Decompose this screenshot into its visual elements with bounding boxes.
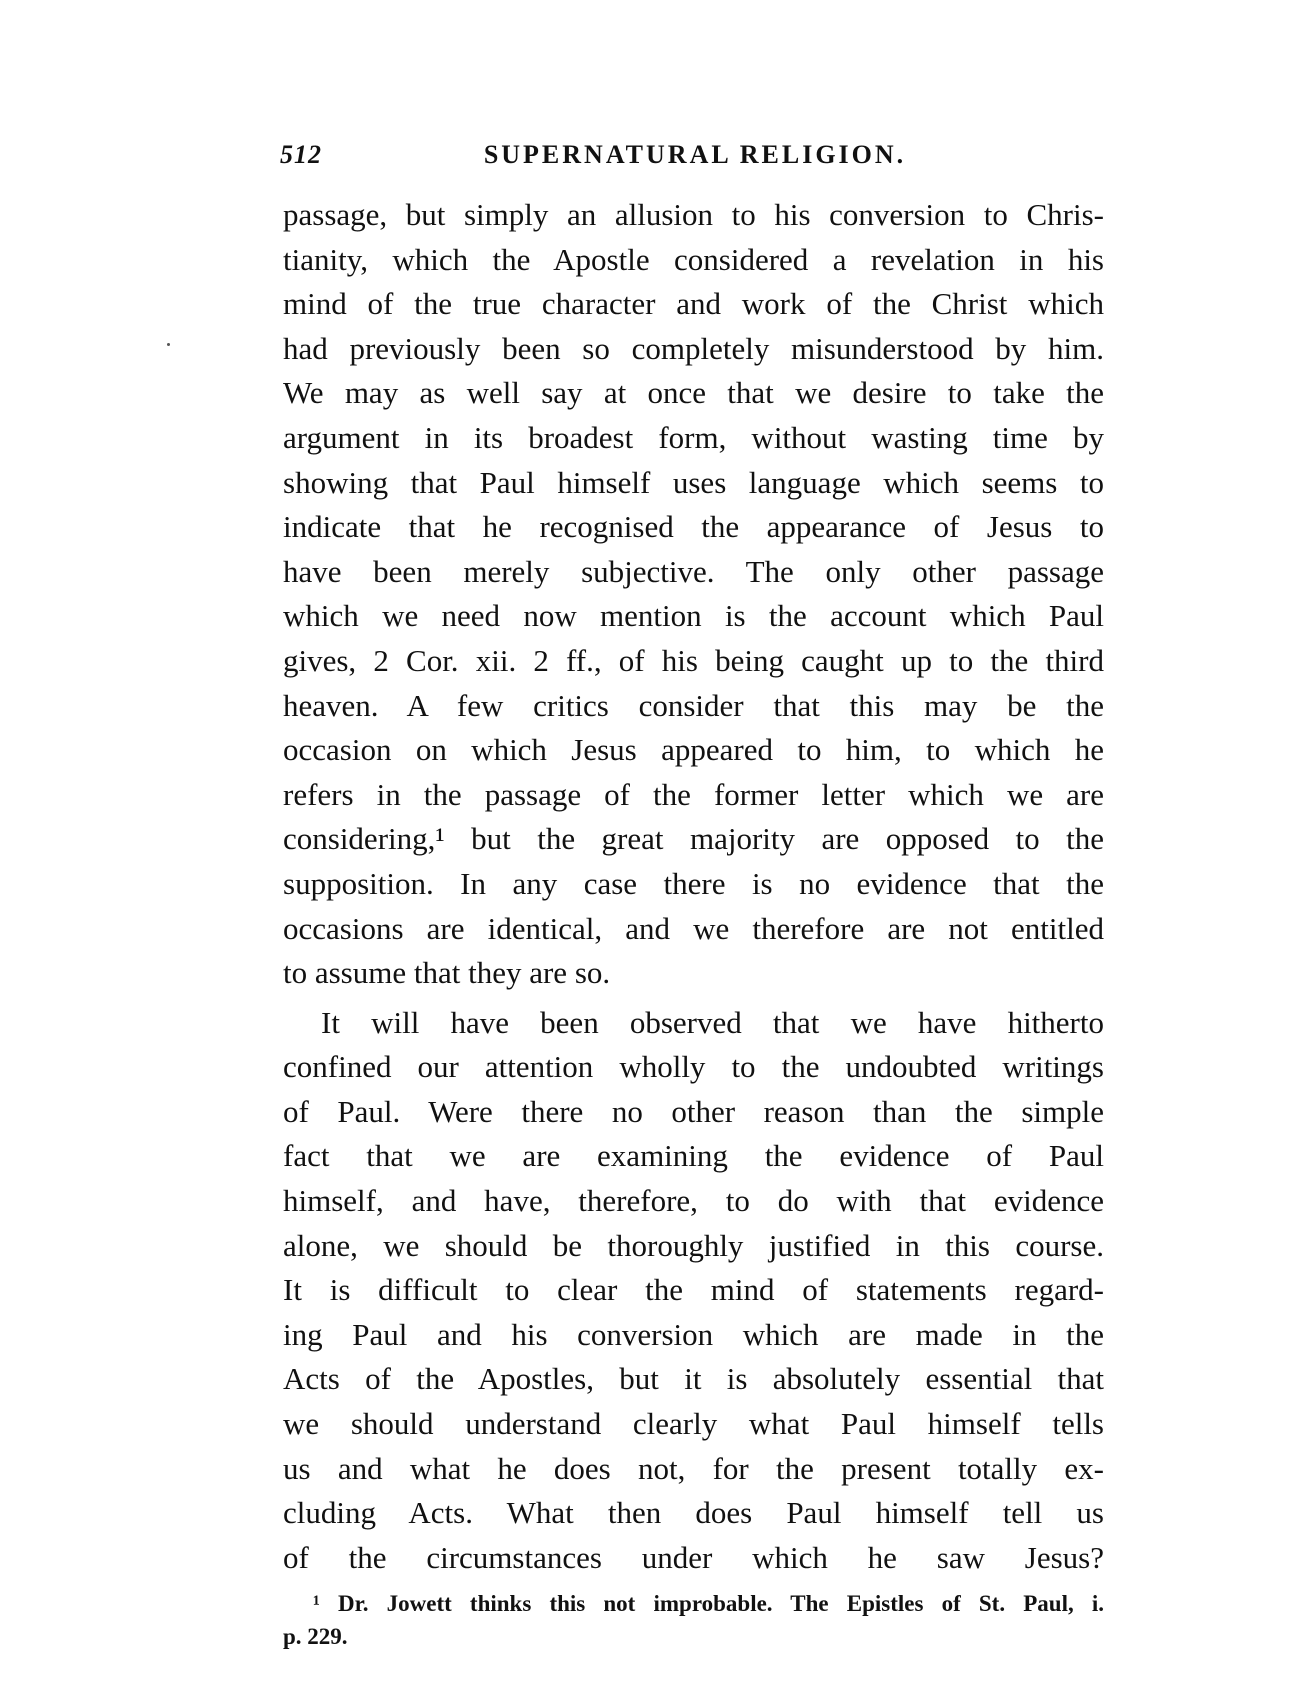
- text-line: supposition. In any case there is no evidence that the: [283, 865, 1104, 901]
- page-header: [280, 140, 1110, 180]
- text-line: ing Paul and his conversion which are made in the: [283, 1316, 1104, 1352]
- text-line: gives, 2 Cor. xii. 2 ff., of his being caught up to the third: [283, 642, 1104, 678]
- text-line: occasions are identical, and we therefore are not entitled: [283, 910, 1104, 946]
- text-line: fact that we are examining the evidence of Paul: [283, 1138, 1104, 1174]
- text-line: we should understand clearly what Paul himself tells: [283, 1406, 1104, 1442]
- text-line: of the circumstances under which he saw Jesus?: [283, 1539, 1104, 1575]
- text-line: It will have been observed that we have hitherto: [321, 1004, 1104, 1040]
- running-title: SUPERNATURAL RELIGION.: [483, 140, 907, 169]
- text-line: have been merely subjective. The only other passage: [283, 553, 1104, 589]
- text-line: showing that Paul himself uses language which seems to: [283, 464, 1104, 500]
- text-line: refers in the passage of the former letter which we are: [283, 776, 1104, 812]
- footnote: [283, 1587, 1104, 1653]
- text-line: We may as well say at once that we desire to take the: [283, 375, 1104, 411]
- body-text: [283, 193, 1104, 1580]
- text-line: had previously been so completely misunderstood by him.: [283, 330, 1104, 366]
- text-line: us and what he does not, for the present totally ex-: [283, 1450, 1104, 1486]
- footnote-line: ¹ Dr. Jowett thinks this not improbable. The Epistles of St. Paul, i.: [313, 1591, 1104, 1616]
- text-line: himself, and have, therefore, to do with that evidence: [283, 1183, 1104, 1219]
- text-line: passage, but simply an allusion to his conversion to Chris-: [283, 197, 1104, 232]
- margin-speck: [167, 343, 170, 346]
- text-line: It is difficult to clear the mind of statements regard-: [283, 1272, 1104, 1308]
- text-line: argument in its broadest form, without wasting time by: [283, 419, 1104, 455]
- text-line: confined our attention wholly to the undoubted writings: [283, 1049, 1104, 1085]
- text-line: mind of the true character and work of the Christ which: [283, 286, 1104, 322]
- text-line: tianity, which the Apostle considered a revelation in his: [283, 241, 1104, 277]
- text-line: Acts of the Apostles, but it is absolutely essential that: [283, 1361, 1104, 1397]
- text-line: which we need now mention is the account which Paul: [283, 598, 1104, 634]
- text-line: cluding Acts. What then does Paul himself tell us: [283, 1495, 1104, 1531]
- text-line: to assume that they are so.: [283, 955, 611, 991]
- text-line: considering,¹ but the great majority are opposed to the: [283, 821, 1104, 857]
- text-line: of Paul. Were there no other reason than the simple: [283, 1093, 1104, 1129]
- footnote-line: p. 229.: [283, 1624, 348, 1649]
- text-line: alone, we should be thoroughly justified in this course.: [283, 1227, 1104, 1263]
- text-line: occasion on which Jesus appeared to him, to which he: [283, 732, 1104, 768]
- page-number: 512: [280, 140, 322, 169]
- text-line: heaven. A few critics consider that this may be the: [283, 687, 1104, 723]
- text-line: indicate that he recognised the appearance of Jesus to: [283, 509, 1104, 545]
